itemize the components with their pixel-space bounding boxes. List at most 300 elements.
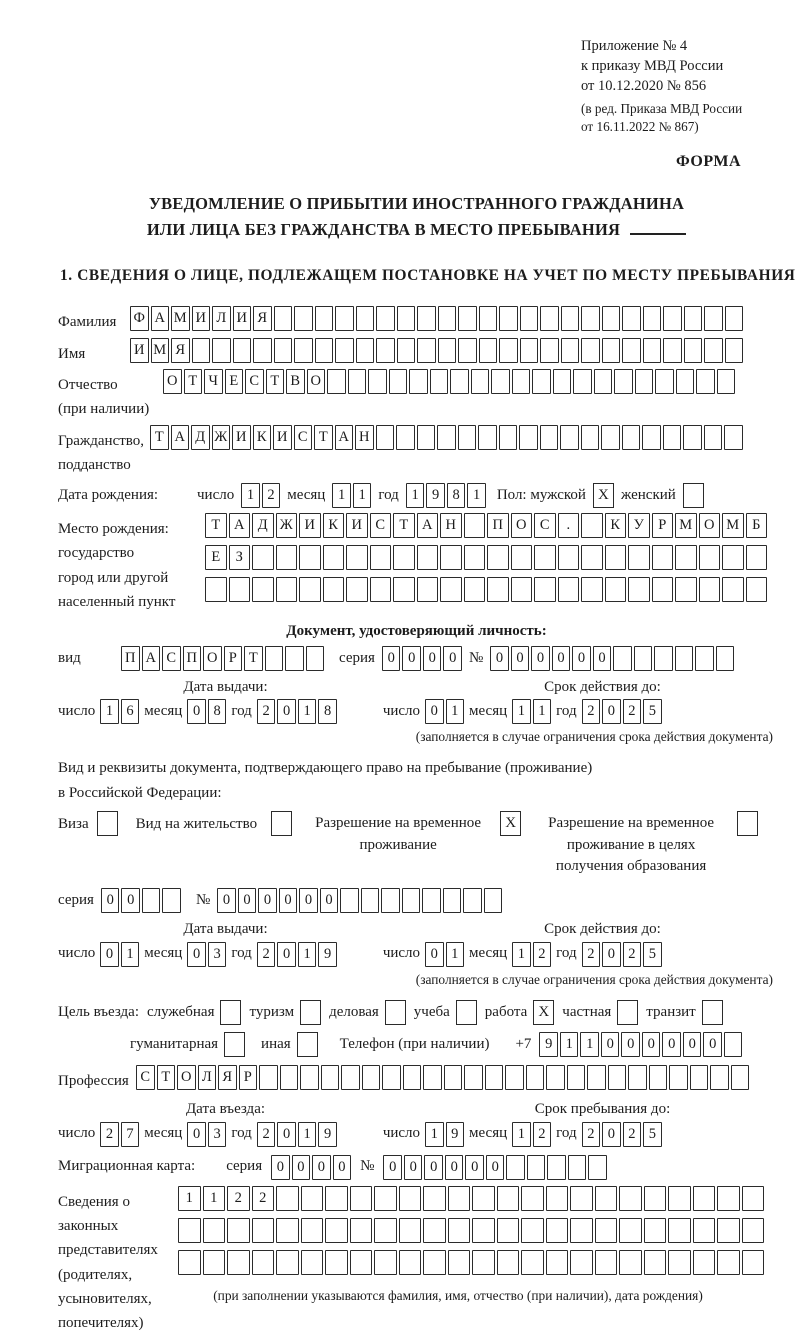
char-cell[interactable] [663, 425, 682, 450]
char-cell[interactable]: 1 [446, 699, 465, 724]
char-cell[interactable]: 0 [333, 1155, 352, 1180]
char-cell[interactable]: 2 [227, 1186, 250, 1211]
char-cell[interactable]: Д [191, 425, 210, 450]
char-cell[interactable] [684, 338, 703, 363]
char-cell[interactable] [614, 369, 633, 394]
char-cell[interactable]: 1 [512, 1122, 531, 1147]
char-cell[interactable] [512, 369, 531, 394]
char-cell[interactable] [581, 338, 600, 363]
char-cell[interactable] [438, 306, 457, 331]
char-cell[interactable] [669, 1065, 688, 1090]
char-cell[interactable] [634, 646, 653, 671]
char-cell[interactable] [690, 1065, 709, 1090]
char-cell[interactable] [430, 369, 449, 394]
char-cell[interactable] [448, 1218, 471, 1243]
char-cell[interactable]: 0 [279, 888, 298, 913]
char-cell[interactable] [608, 1065, 627, 1090]
char-cell[interactable]: 9 [318, 1122, 337, 1147]
char-cell[interactable] [561, 338, 580, 363]
char-cell[interactable] [675, 577, 697, 602]
char-cell[interactable] [511, 577, 533, 602]
char-cell[interactable] [695, 646, 714, 671]
char-cell[interactable]: Т [184, 369, 203, 394]
char-cell[interactable]: Д [252, 513, 274, 538]
char-cell[interactable]: 0 [465, 1155, 484, 1180]
char-cell[interactable]: Т [205, 513, 227, 538]
char-cell[interactable] [356, 338, 375, 363]
char-cell[interactable]: И [130, 338, 149, 363]
char-cell[interactable]: 6 [121, 699, 140, 724]
checkbox-temp-residence[interactable]: X [500, 811, 521, 836]
char-cell[interactable] [323, 545, 345, 570]
char-cell[interactable] [683, 425, 702, 450]
char-cell[interactable] [553, 369, 572, 394]
char-cell[interactable]: О [203, 646, 222, 671]
char-cell[interactable] [595, 1218, 618, 1243]
char-cell[interactable]: А [335, 425, 354, 450]
char-cell[interactable] [203, 1218, 226, 1243]
char-cell[interactable]: 1 [467, 483, 486, 508]
char-cell[interactable] [731, 1065, 750, 1090]
char-cell[interactable]: Ч [204, 369, 223, 394]
char-cell[interactable]: Л [212, 306, 231, 331]
char-cell[interactable] [547, 1155, 566, 1180]
char-cell[interactable]: 2 [533, 1122, 552, 1147]
char-cell[interactable]: 0 [101, 888, 120, 913]
char-cell[interactable] [285, 646, 304, 671]
char-cell[interactable] [602, 306, 621, 331]
char-cell[interactable] [233, 338, 252, 363]
char-cell[interactable]: И [192, 306, 211, 331]
char-cell[interactable]: В [286, 369, 305, 394]
char-cell[interactable]: 0 [425, 942, 444, 967]
char-cell[interactable] [693, 1186, 716, 1211]
char-cell[interactable] [393, 577, 415, 602]
char-cell[interactable]: 0 [187, 1122, 206, 1147]
char-cell[interactable] [437, 425, 456, 450]
char-cell[interactable]: С [245, 369, 264, 394]
char-cell[interactable] [178, 1218, 201, 1243]
char-cell[interactable] [423, 1250, 446, 1275]
char-cell[interactable] [274, 306, 293, 331]
char-cell[interactable] [399, 1250, 422, 1275]
char-cell[interactable] [252, 545, 274, 570]
char-cell[interactable]: 0 [642, 1032, 661, 1057]
char-cell[interactable]: О [177, 1065, 196, 1090]
char-cell[interactable]: М [151, 338, 170, 363]
char-cell[interactable] [423, 1186, 446, 1211]
char-cell[interactable] [368, 369, 387, 394]
char-cell[interactable]: С [294, 425, 313, 450]
char-cell[interactable]: 3 [208, 942, 227, 967]
char-cell[interactable] [393, 545, 415, 570]
char-cell[interactable]: И [232, 425, 251, 450]
char-cell[interactable] [675, 646, 694, 671]
char-cell[interactable] [693, 1218, 716, 1243]
checkbox-other[interactable] [297, 1032, 318, 1057]
char-cell[interactable] [299, 545, 321, 570]
char-cell[interactable] [622, 338, 641, 363]
char-cell[interactable] [205, 577, 227, 602]
char-cell[interactable]: К [605, 513, 627, 538]
char-cell[interactable] [325, 1186, 348, 1211]
char-cell[interactable]: 1 [353, 483, 372, 508]
char-cell[interactable] [315, 338, 334, 363]
char-cell[interactable] [325, 1250, 348, 1275]
char-cell[interactable] [484, 888, 503, 913]
char-cell[interactable] [382, 1065, 401, 1090]
char-cell[interactable]: 1 [298, 699, 317, 724]
char-cell[interactable] [252, 1250, 275, 1275]
char-cell[interactable] [704, 338, 723, 363]
char-cell[interactable] [499, 306, 518, 331]
char-cell[interactable] [654, 646, 673, 671]
char-cell[interactable] [511, 545, 533, 570]
char-cell[interactable] [396, 425, 415, 450]
char-cell[interactable] [423, 1218, 446, 1243]
char-cell[interactable]: 5 [643, 1122, 662, 1147]
char-cell[interactable] [321, 1065, 340, 1090]
char-cell[interactable] [716, 646, 735, 671]
char-cell[interactable]: А [417, 513, 439, 538]
char-cell[interactable]: Ж [212, 425, 231, 450]
char-cell[interactable] [699, 545, 721, 570]
char-cell[interactable] [203, 1250, 226, 1275]
char-cell[interactable] [668, 1250, 691, 1275]
char-cell[interactable] [644, 1250, 667, 1275]
char-cell[interactable]: 2 [257, 1122, 276, 1147]
char-cell[interactable]: Я [171, 338, 190, 363]
char-cell[interactable] [628, 577, 650, 602]
char-cell[interactable] [472, 1186, 495, 1211]
char-cell[interactable]: 1 [241, 483, 260, 508]
char-cell[interactable] [581, 425, 600, 450]
char-cell[interactable] [532, 369, 551, 394]
char-cell[interactable]: И [273, 425, 292, 450]
char-cell[interactable] [335, 306, 354, 331]
char-cell[interactable]: 0 [404, 1155, 423, 1180]
char-cell[interactable]: С [534, 513, 556, 538]
char-cell[interactable] [276, 577, 298, 602]
char-cell[interactable] [423, 1065, 442, 1090]
char-cell[interactable] [521, 1250, 544, 1275]
char-cell[interactable]: 0 [602, 942, 621, 967]
char-cell[interactable]: 0 [703, 1032, 722, 1057]
char-cell[interactable] [252, 577, 274, 602]
char-cell[interactable] [643, 338, 662, 363]
char-cell[interactable] [448, 1250, 471, 1275]
char-cell[interactable] [663, 338, 682, 363]
char-cell[interactable] [335, 338, 354, 363]
char-cell[interactable] [274, 338, 293, 363]
char-cell[interactable] [717, 1186, 740, 1211]
char-cell[interactable]: 1 [121, 942, 140, 967]
char-cell[interactable] [663, 306, 682, 331]
char-cell[interactable]: 0 [425, 699, 444, 724]
char-cell[interactable]: Р [239, 1065, 258, 1090]
char-cell[interactable] [567, 1065, 586, 1090]
checkbox-female[interactable] [683, 483, 704, 508]
char-cell[interactable] [717, 1218, 740, 1243]
char-cell[interactable] [725, 338, 744, 363]
char-cell[interactable]: 0 [121, 888, 140, 913]
char-cell[interactable] [587, 1065, 606, 1090]
char-cell[interactable] [595, 1250, 618, 1275]
char-cell[interactable] [306, 646, 325, 671]
char-cell[interactable] [497, 1218, 520, 1243]
char-cell[interactable] [340, 888, 359, 913]
char-cell[interactable] [717, 369, 736, 394]
char-cell[interactable] [464, 577, 486, 602]
checkbox-humanitarian[interactable] [224, 1032, 245, 1057]
char-cell[interactable] [581, 545, 603, 570]
char-cell[interactable]: О [699, 513, 721, 538]
char-cell[interactable]: А [142, 646, 161, 671]
char-cell[interactable]: 0 [552, 646, 571, 671]
char-cell[interactable]: 1 [425, 1122, 444, 1147]
char-cell[interactable] [642, 425, 661, 450]
char-cell[interactable] [546, 1218, 569, 1243]
char-cell[interactable] [417, 577, 439, 602]
char-cell[interactable] [485, 1065, 504, 1090]
char-cell[interactable]: 0 [271, 1155, 290, 1180]
char-cell[interactable] [520, 338, 539, 363]
char-cell[interactable] [675, 545, 697, 570]
char-cell[interactable] [521, 1218, 544, 1243]
char-cell[interactable] [546, 1186, 569, 1211]
char-cell[interactable]: 0 [382, 646, 401, 671]
char-cell[interactable] [280, 1065, 299, 1090]
char-cell[interactable] [561, 306, 580, 331]
char-cell[interactable] [448, 1186, 471, 1211]
char-cell[interactable] [315, 306, 334, 331]
char-cell[interactable]: 0 [299, 888, 318, 913]
char-cell[interactable]: Р [652, 513, 674, 538]
char-cell[interactable]: 1 [298, 942, 317, 967]
char-cell[interactable]: И [233, 306, 252, 331]
char-cell[interactable]: 1 [178, 1186, 201, 1211]
char-cell[interactable]: Т [150, 425, 169, 450]
char-cell[interactable] [227, 1250, 250, 1275]
char-cell[interactable] [605, 577, 627, 602]
char-cell[interactable] [519, 425, 538, 450]
char-cell[interactable] [381, 888, 400, 913]
char-cell[interactable]: З [229, 545, 251, 570]
char-cell[interactable] [520, 306, 539, 331]
char-cell[interactable] [356, 306, 375, 331]
char-cell[interactable]: 2 [582, 942, 601, 967]
char-cell[interactable] [622, 306, 641, 331]
char-cell[interactable]: 2 [262, 483, 281, 508]
char-cell[interactable]: 2 [100, 1122, 119, 1147]
char-cell[interactable] [444, 1065, 463, 1090]
char-cell[interactable]: 0 [531, 646, 550, 671]
char-cell[interactable] [374, 1218, 397, 1243]
char-cell[interactable] [526, 1065, 545, 1090]
char-cell[interactable] [253, 338, 272, 363]
char-cell[interactable] [693, 1250, 716, 1275]
char-cell[interactable]: Е [205, 545, 227, 570]
char-cell[interactable] [540, 425, 559, 450]
char-cell[interactable] [570, 1218, 593, 1243]
char-cell[interactable] [668, 1218, 691, 1243]
char-cell[interactable]: 2 [257, 699, 276, 724]
char-cell[interactable] [506, 1155, 525, 1180]
char-cell[interactable] [350, 1250, 373, 1275]
char-cell[interactable]: 0 [238, 888, 257, 913]
char-cell[interactable] [655, 369, 674, 394]
char-cell[interactable]: 0 [602, 699, 621, 724]
char-cell[interactable]: 2 [257, 942, 276, 967]
char-cell[interactable] [635, 369, 654, 394]
char-cell[interactable] [440, 577, 462, 602]
char-cell[interactable] [505, 1065, 524, 1090]
char-cell[interactable]: Я [218, 1065, 237, 1090]
char-cell[interactable] [722, 577, 744, 602]
char-cell[interactable]: 0 [320, 888, 339, 913]
char-cell[interactable]: О [163, 369, 182, 394]
char-cell[interactable]: 9 [318, 942, 337, 967]
char-cell[interactable] [376, 425, 395, 450]
char-cell[interactable]: К [253, 425, 272, 450]
char-cell[interactable]: К [323, 513, 345, 538]
char-cell[interactable]: Я [253, 306, 272, 331]
char-cell[interactable]: Н [355, 425, 374, 450]
char-cell[interactable] [362, 1065, 381, 1090]
char-cell[interactable]: 0 [217, 888, 236, 913]
char-cell[interactable]: 0 [572, 646, 591, 671]
char-cell[interactable] [438, 338, 457, 363]
char-cell[interactable] [276, 1186, 299, 1211]
char-cell[interactable] [374, 1186, 397, 1211]
char-cell[interactable] [581, 306, 600, 331]
char-cell[interactable] [605, 545, 627, 570]
char-cell[interactable]: 9 [426, 483, 445, 508]
char-cell[interactable] [595, 1186, 618, 1211]
char-cell[interactable] [724, 425, 743, 450]
char-cell[interactable] [350, 1218, 373, 1243]
char-cell[interactable] [346, 545, 368, 570]
char-cell[interactable]: 0 [683, 1032, 702, 1057]
char-cell[interactable]: 0 [443, 646, 462, 671]
char-cell[interactable] [684, 306, 703, 331]
char-cell[interactable]: 0 [423, 646, 442, 671]
char-cell[interactable] [570, 1186, 593, 1211]
char-cell[interactable] [370, 577, 392, 602]
char-cell[interactable]: 0 [383, 1155, 402, 1180]
char-cell[interactable]: 0 [100, 942, 119, 967]
char-cell[interactable] [722, 545, 744, 570]
char-cell[interactable]: Е [225, 369, 244, 394]
char-cell[interactable] [422, 888, 441, 913]
char-cell[interactable]: Р [224, 646, 243, 671]
char-cell[interactable]: П [487, 513, 509, 538]
checkbox-male[interactable]: X [593, 483, 614, 508]
char-cell[interactable]: Т [314, 425, 333, 450]
char-cell[interactable]: 1 [533, 699, 552, 724]
char-cell[interactable] [402, 888, 421, 913]
char-cell[interactable]: 1 [446, 942, 465, 967]
char-cell[interactable] [746, 545, 768, 570]
char-cell[interactable]: 8 [208, 699, 227, 724]
char-cell[interactable]: . [558, 513, 580, 538]
char-cell[interactable] [458, 338, 477, 363]
char-cell[interactable] [540, 306, 559, 331]
char-cell[interactable] [417, 338, 436, 363]
char-cell[interactable] [376, 338, 395, 363]
char-cell[interactable] [558, 577, 580, 602]
char-cell[interactable] [487, 577, 509, 602]
char-cell[interactable] [497, 1250, 520, 1275]
char-cell[interactable] [374, 1250, 397, 1275]
char-cell[interactable] [397, 306, 416, 331]
char-cell[interactable]: 9 [446, 1122, 465, 1147]
char-cell[interactable]: 0 [511, 646, 530, 671]
char-cell[interactable]: 9 [539, 1032, 558, 1057]
char-cell[interactable] [450, 369, 469, 394]
char-cell[interactable] [497, 1186, 520, 1211]
char-cell[interactable]: 1 [203, 1186, 226, 1211]
char-cell[interactable] [644, 1186, 667, 1211]
char-cell[interactable] [300, 1065, 319, 1090]
char-cell[interactable] [376, 306, 395, 331]
char-cell[interactable] [742, 1218, 765, 1243]
char-cell[interactable] [294, 338, 313, 363]
char-cell[interactable] [464, 545, 486, 570]
char-cell[interactable]: 0 [602, 1122, 621, 1147]
char-cell[interactable]: И [299, 513, 321, 538]
char-cell[interactable] [440, 545, 462, 570]
char-cell[interactable] [652, 545, 674, 570]
char-cell[interactable] [668, 1186, 691, 1211]
char-cell[interactable]: А [171, 425, 190, 450]
char-cell[interactable] [613, 646, 632, 671]
char-cell[interactable]: 0 [402, 646, 421, 671]
char-cell[interactable] [619, 1250, 642, 1275]
char-cell[interactable]: 0 [187, 942, 206, 967]
char-cell[interactable]: 0 [277, 942, 296, 967]
char-cell[interactable] [742, 1250, 765, 1275]
char-cell[interactable] [265, 646, 284, 671]
char-cell[interactable] [742, 1186, 765, 1211]
char-cell[interactable] [573, 369, 592, 394]
char-cell[interactable]: 1 [298, 1122, 317, 1147]
char-cell[interactable] [649, 1065, 668, 1090]
char-cell[interactable] [370, 545, 392, 570]
char-cell[interactable] [252, 1218, 275, 1243]
char-cell[interactable]: 0 [445, 1155, 464, 1180]
char-cell[interactable] [619, 1186, 642, 1211]
char-cell[interactable] [581, 577, 603, 602]
char-cell[interactable] [601, 425, 620, 450]
char-cell[interactable] [534, 545, 556, 570]
char-cell[interactable]: С [370, 513, 392, 538]
char-cell[interactable]: 3 [208, 1122, 227, 1147]
char-cell[interactable] [276, 1218, 299, 1243]
char-cell[interactable]: 8 [318, 699, 337, 724]
char-cell[interactable] [602, 338, 621, 363]
char-cell[interactable]: 5 [643, 699, 662, 724]
char-cell[interactable]: 2 [582, 699, 601, 724]
char-cell[interactable]: 1 [512, 942, 531, 967]
char-cell[interactable] [417, 545, 439, 570]
char-cell[interactable] [327, 369, 346, 394]
char-cell[interactable]: 0 [277, 699, 296, 724]
checkbox-official[interactable] [220, 1000, 241, 1025]
char-cell[interactable]: 1 [560, 1032, 579, 1057]
checkbox-tourism[interactable] [300, 1000, 321, 1025]
char-cell[interactable]: Т [157, 1065, 176, 1090]
